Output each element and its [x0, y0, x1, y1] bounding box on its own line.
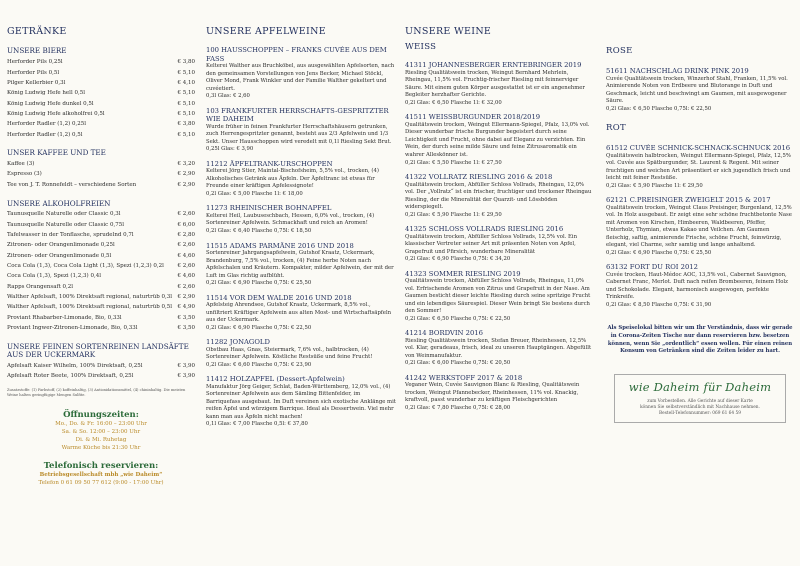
menu-item — [606, 196, 794, 257]
section-title: UNSERE ALKOHOLFREIEN — [7, 198, 111, 208]
item-name: Coca Cola (1,3), Coca Cola Light (1,3), Spezi (1,2,3) 0,2l — [7, 263, 164, 270]
item-price: 0,2l Glas: € 6,50 Flasche 0,75l: € 22,50 — [405, 315, 511, 322]
item-name: Espresso (3) — [7, 171, 42, 178]
item-price: 0,1l Glas: € 7,00 Flasche 0,5l: € 37,80 — [206, 421, 308, 428]
menu-row — [7, 160, 195, 170]
item-price: € 2,90 — [177, 171, 195, 178]
menu-item — [206, 242, 396, 288]
item-name: Rapps Orangensaft 0,2l — [7, 283, 74, 290]
item-description: Manufaktur Jörg Geiger, Schlat, Baden-Württemberg, 12,0% vol., (4) Sortenreiner Apfelwein aus dem Sämling Bittenfelder, im Barriquefass ausgebaut. Im Duft vereinen sich exotische Anklänge mit reifen Äpfel und würzigem Barrique. Ideal als Dessertwein. Viel mehr kann man aus Äpfeln nicht machen! — [206, 383, 396, 420]
hours-line: Di. & Mi. Ruhetag — [75, 436, 127, 443]
menu-item — [206, 160, 396, 199]
item-title: 63132 FORT DU ROI 2012 — [606, 263, 698, 272]
item-description: Kelterei Heil, Laubuseschbach, Hessen, 6,0% vol., trocken, (4) Sortenreiner Apfelwein. Schmackhaft und reich an Aromen! — [206, 212, 375, 227]
hours-line: Mo., Do. & Fr. 16:00 – 23:00 Uhr — [55, 420, 147, 427]
item-description: Qualitätswein halbtrocken, Weingut Ellermann-Spiegel, Pfalz, 12,5% vol. Cuvée aus Spätburgunder, St. Laurent & Regent. Mit seiner fruchtigen und weichen Art präsentiert er sich jugendlich frisch und leicht mit feiner Restsüße. — [606, 152, 791, 182]
item-price: 0,3l Glas: € 2,60 — [206, 93, 250, 100]
drinks-sections — [7, 47, 195, 382]
menu-item — [206, 107, 396, 154]
item-price: 0,25l Glas: € 3,90 — [206, 146, 254, 153]
rose-heading: ROSE — [606, 46, 633, 56]
item-name: Apfelsaft Roter Beete, 100% Direktsaft, 0,25l — [7, 373, 134, 380]
item-price: € 3,20 — [177, 161, 195, 168]
item-name: Taunusquelle Naturelle oder Classic 0,75l — [7, 221, 125, 228]
item-description: Qualitätswein trocken, Weingut Ellermann-Spiegel, Pfalz, 13,0% vol. Dieser wunderbar frische Burgunder begeistert durch seine Leichtigkeit und Frucht, ohne dabei auf Eleganz zu verzichten. Ein Wein, der durch seine milde Säure und feine Zitrusaromatik ein wahrer Alleskönner ist. — [405, 121, 590, 158]
cider-heading: UNSERE APFELWEINE — [206, 26, 326, 37]
item-name: Herforder Pils 0,25l — [7, 59, 63, 66]
item-price: 0,2l Glas: € 6,60 Flasche 0,75l: € 23,90 — [206, 361, 312, 368]
item-price: 0,2l Glas: € 5,90 Flasche 1l: € 29,50 — [405, 211, 502, 218]
item-price: 0,2l Glas: € 5,00 Flasche 1l: € 18,00 — [206, 190, 303, 197]
opening-hours-title: Öffnungszeiten: — [63, 409, 139, 420]
item-name: Herforder Pils 0,5l — [7, 69, 60, 76]
menu-row — [7, 109, 195, 119]
menu-row — [7, 58, 195, 68]
white-wine-list — [405, 61, 595, 412]
item-price: 0,2l Glas: € 5,90 Flasche 1l: € 29,50 — [606, 182, 703, 189]
item-title: 62121 C.PREISINGER ZWEIGELT 2015 & 2017 — [606, 196, 771, 205]
menu-row — [7, 303, 195, 313]
item-price: € 3,80 — [177, 121, 195, 128]
takeaway-info — [621, 399, 779, 417]
item-name: Pilger Kellerbier 0,3l — [7, 79, 66, 86]
cider-list — [206, 46, 396, 428]
item-title: 41323 SOMMER RIESLING 2019 — [405, 269, 521, 278]
red-wine-heading: ROT — [606, 123, 626, 134]
item-name: Herforder Radler (1,2) 0,5l — [7, 131, 83, 138]
menu-row — [7, 230, 195, 240]
item-price: 0,2l Glas: € 6,50 Flasche 1l: € 32,00 — [405, 99, 502, 106]
item-price: € 3,50 — [177, 325, 195, 331]
item-price: 0,2l Glas: € 6,50 Flasche 0,75l: € 22,50 — [606, 105, 712, 112]
menu-item — [206, 204, 396, 235]
phone-number[interactable]: Telefon 0 61 09 50 77 612 (9:00 - 17:00 Uhr) — [38, 479, 164, 486]
takeaway-line: können Sie selbstverständlich mit Nachhause nehmen. — [640, 405, 760, 411]
item-price: € 3,50 — [177, 314, 195, 321]
item-title: 11515 ADAMS PARMÄNE 2016 UND 2018 — [206, 241, 354, 250]
item-price: 0,2l Glas: € 6,40 Flasche 0,75l: € 18,50 — [206, 227, 312, 234]
item-description: Qualitätswein trocken, Abfüller Schloss Vollrads, Rheingau, 12,0% vol. Der „Vollratz“ ist ein frischer, fruchtiger und trockener Rheingau Riesling, der die Mineralität der Quarzit- und Lössböden widerspiegelt. — [405, 181, 592, 211]
item-description: Veganer Wein, Cuvée Sauvignon Blanc & Riesling, Qualitätswein trocken, Weingut Pfannebecker, Rheinhessen, 11% vol. Knackig, kraftvoll, passt wunderbar zu kräftigen Fleischgerichten — [405, 382, 580, 404]
item-name: Zitronen- oder Orangenlimonade 0,5l — [7, 252, 112, 259]
item-name: König Ludwig Hefe dunkel 0,5l — [7, 100, 94, 107]
menu-item — [606, 144, 794, 190]
menu-row — [7, 372, 195, 382]
item-price: € 2,80 — [177, 232, 195, 239]
item-description: Qualitätswein trocken, Weingut Claus Preisinger, Burgenland, 12,5% vol. In Holz ausgebaut. Er zeigt eine sehr schöne fruchtbetonte Nase mit Aromen von Kirschen, Himbeeren, Waldbeeren, Pfeffer, Unterholz, Thymian, etwas Kakao und Veilchen. Am Gaumen fleischig, saftig, animierende Frische, schöne Frucht, feinwürzig, elegant, viel Charme, sehr samtig und lange anhaltend. — [606, 204, 792, 249]
wine-heading: UNSERE WEINE — [405, 26, 492, 37]
menu-row — [7, 282, 195, 292]
menu-item — [206, 375, 396, 429]
menu-row — [7, 241, 195, 251]
item-description: Qualitätswein trocken, Abfüller Schloss Vollrads, 12,5% vol. Ein klassischer Vertreter seiner Art mit präsenten Noten von Apfel, Grapefruit und Pfirsich, wunderbare Mineralität — [405, 233, 577, 255]
item-title: 11282 JONAGOLD — [206, 338, 270, 347]
hours-line: Warme Küche bis 21:30 Uhr — [61, 444, 141, 451]
item-price: € 4,60 — [177, 273, 195, 280]
item-price: € 2,60 — [177, 263, 195, 270]
phone-reservation — [7, 461, 195, 488]
drinks-column — [7, 26, 195, 488]
item-price: 0,2l Glas: € 6,90 Flasche 0,75l: € 34,20 — [405, 256, 511, 263]
menu-row — [7, 210, 195, 220]
menu-item — [405, 270, 595, 324]
phone-reservation-title: Telefonisch reservieren: — [43, 460, 159, 471]
item-description: Wurde früher in feinen Frankfurter Herrschaftshäusern getrunken, zuch Herrengespritzter genannt, besteht aus 2/3 Apfelwein und 1/3 Sekt. Unser Hausschoppen wird veredelt mit 0,1l Riesling Sekt Brut. — [206, 123, 392, 145]
item-title: 41242 WERKSTOFF 2017 & 2018 — [405, 373, 523, 382]
menu-item — [206, 338, 396, 369]
menu-item — [206, 294, 396, 333]
item-description: Qualitätswein trocken, Abfüller Schloss Vollrads, Rheingau, 11,0% vol. Erfrischende Aromen von Zitrus und Grapefruit in der Nase. Am Gaumen besticht dieser leichte Riesling durch seine spritzige Frucht und ein lebendiges Säurespiel. Dieser Wein bringt Sie bestens durch den Sommer! — [405, 278, 591, 315]
item-price: € 3,90 — [177, 373, 195, 380]
item-price: € 5,10 — [177, 131, 195, 138]
item-title: 11212 ÄPFELTRANK-URSCHOPPEN — [206, 159, 333, 168]
red-wine-list — [606, 144, 794, 309]
item-title: 51611 NACHSCHLAG DRINK PINK 2019 — [606, 67, 749, 76]
item-name: Proviant Ingwer-Zitronen-Limonade, Bio, 0,33l — [7, 325, 138, 331]
item-price: € 2,60 — [177, 211, 195, 218]
takeaway-box — [614, 374, 786, 423]
item-name: Taunusquelle Naturelle oder Classic 0,3l — [7, 211, 121, 218]
item-price: € 3,90 — [177, 362, 195, 369]
item-title: 41311 JOHANNESBERGER ERNTEBRINGER 2019 — [405, 61, 582, 70]
section-title: UNSER KAFFEE UND TEE — [7, 148, 106, 158]
menu-row — [7, 68, 195, 78]
item-name: Coca Cola (1,3), Spezi (1,2,3) 0,4l — [7, 273, 101, 280]
item-description: Kelterei Jörg Stier, Maintal-Bischofsheim, 5,5% vol., trocken, (4) Alkoholisches Getränk aus Äpfeln. Der Äpfeltranc ist etwas für Freunde einer kräftigen Apfelessignote! — [206, 168, 379, 190]
menu-row — [7, 120, 195, 130]
menu-row — [7, 220, 195, 230]
item-price: € 2,60 — [177, 242, 195, 249]
takeaway-line: zum Vorbestellen. Alle Gerichte auf dieser Karte — [647, 399, 753, 404]
item-description: Cuvée Qualitätswein trocken, Winzerhof Stahl, Franken, 11,5% vol. Animierende Noten von Erdbeere und Blutorange in Duft und Geschmack, leicht und beschwingt am Gaumen, mit ausgewogener Säure. — [606, 75, 788, 105]
item-price: 0,2l Glas: € 8,50 Flasche 0,75l: € 31,90 — [606, 301, 712, 308]
item-name: Zitronen- oder Orangenlimonade 0,25l — [7, 242, 115, 249]
item-name: Proviant Rhabarber-Limonade, Bio, 0,33l — [7, 314, 122, 321]
item-name: König Ludwig Hefe hell 0,5l — [7, 90, 85, 97]
item-title: 100 HAUSSCHOPPEN – FRANKS CUVÉE AUS DEM FASS — [206, 46, 387, 63]
item-description: Cuvée trocken, Haut-Médoc AOC, 13,5% vol., Cabernet Sauvignon, Cabernet Franc, Merlot. Duft nach reifen Brombeeren, feinem Holz und Schokolade. Elegant, harmonisch ausgewogen, perfekte Trinkreife. — [606, 271, 788, 301]
menu-row — [7, 89, 195, 99]
item-price: € 5,10 — [177, 110, 195, 117]
item-description: Apfelsteig Ahrendsee, Gutshof Kraatz, Uckermark, 8,5% vol., unfiltriert Kräftiger Apfelwein aus alten Most- und Wirtschaftsäpfeln aus der Uckermark. — [206, 302, 392, 324]
menu-row — [7, 251, 195, 261]
menu-row — [7, 99, 195, 109]
item-title: 11412 HOLZAPFEL (Dessert-Apfelwein) — [206, 375, 345, 384]
menu-item — [405, 374, 595, 413]
item-price: 0,2l Glas: € 7,80 Flasche 0,75l: € 28,00 — [405, 404, 511, 411]
wine-column — [405, 26, 595, 418]
item-description: Riesling Qualitätswein trocken, Weingut Bernhard Mehrlein, Rheingau, 11,5% vol. Fruchtig-frischer Riesling mit feinnerviger Säure. Mit einem guten Körper ausgestattet ist er ein angenehmer Begleiter herzhafter Gerichte. — [405, 69, 585, 99]
item-price: € 2,90 — [177, 181, 195, 188]
item-title: 11514 VOR DEM WALDE 2016 UND 2018 — [206, 293, 352, 302]
additives-footnote: Zusatzstoffe: (1) Farbstoff, (2) koffeinhaltig, (3) Antioxidationsmittel, (4) chininhaltig. Die meisten Weine halten geringfügige Mengen Sulfite. — [7, 387, 186, 397]
item-title: 41322 VOLLRATZ RIESLING 2016 & 2018 — [405, 173, 553, 182]
menu-item — [206, 46, 396, 101]
item-name: König Ludwig Hefe alkoholfrei 0,5l — [7, 110, 105, 117]
menu-item — [405, 61, 595, 107]
item-title: 41214 BORDVIN 2016 — [405, 329, 483, 338]
item-description: Sortenreiner Jahrgangsapfelwein, Gutshof Kraatz, Uckermark, Brandenburg, 7,5% vol., trocken, (4) Feine herbe Noten nach Apfelschalen und Kräutern. Kompakter, milder Apfelwein, der mit der Luft im Glas richtig aufblüht. — [206, 249, 394, 279]
item-price: € 5,10 — [177, 69, 195, 76]
item-price: 0,2l Glas: € 6,00 Flasche 0,75l: € 20,50 — [405, 360, 511, 367]
menu-item — [405, 113, 595, 167]
cider-column — [206, 26, 396, 435]
item-title: 103 FRANKFURTER HERRSCHAFTS-GESPRITZTER WIE DAHEIM — [206, 106, 389, 124]
item-name: Walther Apfelsaft, 100% Direktsaft regional, naturtrüb 0,3l — [7, 294, 173, 301]
item-price: 0,2l Glas: € 6,90 Flasche 0,75l: € 25,50 — [606, 249, 712, 256]
item-name: Herforder Radler (1,2) 0,25l — [7, 121, 87, 128]
item-name: Walther Apfelsaft, 100% Direktsaft regional, naturtrüb 0,5l — [7, 304, 173, 311]
menu-row — [7, 78, 195, 88]
item-price: € 3,80 — [177, 59, 195, 66]
menu-item — [405, 225, 595, 264]
item-title: 11273 RHEINISCHER BOHNAPFEL — [206, 204, 332, 213]
menu-row — [7, 313, 195, 323]
menu-row — [7, 261, 195, 271]
item-price: € 4,60 — [177, 252, 195, 259]
item-title: 41511 WEISSBURGUNDER 2018/2019 — [405, 113, 541, 122]
menu-row — [7, 130, 195, 140]
item-price: € 6,00 — [177, 221, 195, 228]
drinks-heading: GETRÄNKE — [7, 26, 67, 37]
menu-item — [405, 329, 595, 368]
menu-row — [7, 272, 195, 282]
item-description: Obstbau Haas, Gnas, Steiermark, 7,6% vol., halbtrocken, (4) Sortenreiner Apfelwein. Köstliche Restsüße und feine Frucht! — [206, 346, 373, 361]
item-name: Kaffee (3) — [7, 161, 35, 168]
item-price: € 5,10 — [177, 90, 195, 97]
item-description: Riesling Qualitätswein trocken, Stefan Breuer, Rheinhessen, 12,5% vol. Klar, geradeaus, frisch, ideal zu unseren Hauptgängen. Abgefüllt von Weinmanufaktur. — [405, 337, 592, 359]
menu-row — [7, 292, 195, 302]
menu-row — [7, 323, 195, 333]
section-title: UNSERE FEINEN SORTENREINEN LANDSÄFTE AUS DER UCKERMARK — [7, 341, 189, 360]
item-price: € 5,10 — [177, 100, 195, 107]
menu-item — [405, 173, 595, 219]
item-name: Apfelsaft Kaiser Wilhelm, 100% Direktsaft, 0,25l — [7, 362, 143, 369]
item-title: 41325 SCHLOSS VOLLRADS RIESLING 2016 — [405, 225, 564, 234]
menu-item — [606, 67, 794, 113]
opening-hours — [7, 410, 195, 453]
item-price: 0,2l Glas: € 6,90 Flasche 0,75l: € 25,50 — [206, 280, 312, 287]
section-title: UNSERE BIERE — [7, 46, 67, 56]
item-description: Kelterei Walther aus Bruchköbel, aus ausgewählten Apfelsorten, nach den gemeinsamen Vorstellungen von Jens Becker, Michael Stöckl, Oliver Mond, Frank Winkler und der Familie Walther gekeltert und cuvéetiert. — [206, 63, 395, 92]
hours-line: Sa. & So. 12:00 – 23:00 Uhr — [61, 428, 141, 435]
item-price: € 2,90 — [177, 294, 195, 301]
brand-logo: wie Daheim für Daheim — [628, 380, 772, 395]
item-price: € 2,60 — [177, 283, 195, 290]
company-line: Betriebsgesellschaft mbh „wie Daheim“ — [39, 471, 163, 478]
takeaway-line[interactable]: Bestell-Telefonnummer: 069 61 64 59 — [659, 411, 741, 417]
rose-red-column — [606, 26, 794, 423]
menu-row — [7, 361, 195, 371]
corona-notice: Als Speiselokal bitten wir um Ihr Verständnis, dass wir gerade in Corona-Zeiten Tische nur dann reservieren bzw. besetzen können, wenn Sie „ordentlich“ essen wollen. Für einen reinen Konsum von Getränken sind die Zeiten leider zu hart. — [607, 325, 793, 355]
menu-item — [606, 263, 794, 309]
item-price: € 4,90 — [177, 304, 195, 311]
item-name: Tafelwasser in der Tonflasche, sprudelnd 0,7l — [7, 232, 134, 239]
item-name: Tee von J. T. Ronnefeldt – verschiedene Sorten — [7, 181, 137, 188]
item-price: € 4,10 — [177, 79, 195, 86]
menu-row — [7, 170, 195, 180]
rose-wine-list — [606, 67, 794, 113]
item-price: 0,2l Glas: € 6,90 Flasche 0,75l: € 22,50 — [206, 324, 312, 331]
menu-row — [7, 180, 195, 190]
item-title: 61512 CUVÉE SCHNICK-SCHNACK-SCHNUCK 2016 — [606, 144, 791, 153]
item-price: 0,2l Glas: € 5,50 Flasche 1l: € 27,50 — [405, 159, 502, 166]
white-wine-heading: WEISS — [405, 42, 437, 53]
